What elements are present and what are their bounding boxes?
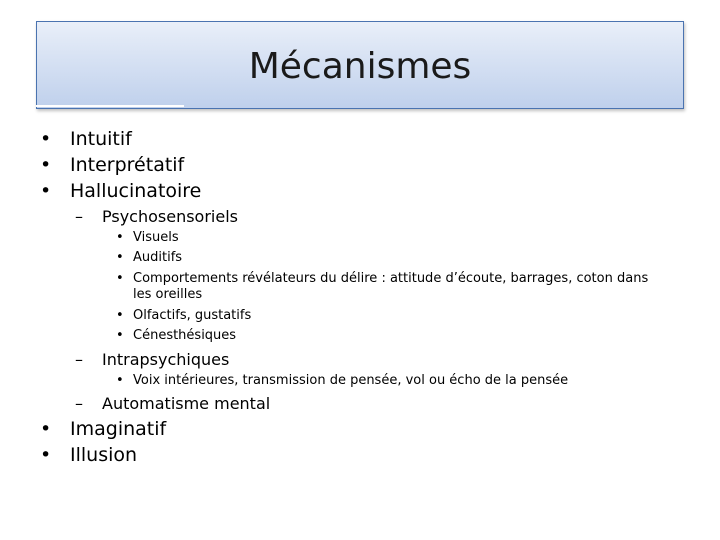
list-item-auditifs	[116, 250, 183, 266]
item-text: Comportements révélateurs du délire : attitude d’écoute, barrages, coton dans	[133, 271, 649, 286]
slide-title: Mécanismes	[248, 46, 472, 87]
item-text: les oreilles	[133, 287, 203, 302]
list-item-cenesthesiques	[116, 328, 237, 344]
bullet: •	[116, 250, 124, 265]
list-item-intuitif	[40, 128, 132, 150]
item-text: Illusion	[70, 444, 138, 466]
item-text: Intrapsychiques	[102, 350, 230, 369]
bullet: •	[116, 308, 124, 323]
bullet: •	[40, 444, 52, 466]
bullet: •	[40, 180, 52, 202]
list-item-hallucinatoire	[40, 180, 202, 202]
dash-bullet: –	[75, 394, 83, 413]
item-text: Intuitif	[70, 128, 132, 150]
list-item-comportements	[116, 271, 649, 287]
list-item-imaginatif	[40, 418, 167, 440]
list-item-voix	[116, 373, 569, 389]
item-text: Olfactifs, gustatifs	[133, 308, 252, 323]
item-text: Hallucinatoire	[70, 180, 202, 202]
item-text: Interprétatif	[70, 154, 185, 176]
dash-bullet: –	[75, 207, 83, 226]
item-text: Psychosensoriels	[102, 207, 238, 226]
bullet: •	[40, 154, 52, 176]
item-text: Automatisme mental	[102, 394, 271, 413]
title-underline	[36, 105, 184, 107]
item-text: Voix intérieures, transmission de pensée, vol ou écho de la pensée	[133, 373, 569, 388]
list-item-psychosensoriels	[75, 207, 238, 226]
list-item-intrapsychiques	[75, 350, 230, 369]
item-text: Imaginatif	[70, 418, 167, 440]
item-text: Auditifs	[133, 250, 183, 265]
bullet: •	[116, 271, 124, 286]
list-item-interpretatif	[40, 154, 185, 176]
list-item-automatisme	[75, 394, 271, 413]
bullet: •	[40, 418, 52, 440]
list-item-illusion	[40, 444, 138, 466]
bullet: •	[116, 328, 124, 343]
item-text: Visuels	[133, 230, 179, 245]
dash-bullet: –	[75, 350, 83, 369]
list-item-olfactifs	[116, 308, 252, 324]
list-item-comportements-cont	[133, 287, 202, 303]
item-text: Cénesthésiques	[133, 328, 237, 343]
bullet: •	[116, 230, 124, 245]
bullet: •	[116, 373, 124, 388]
list-item-visuels	[116, 230, 179, 246]
bullet: •	[40, 128, 52, 150]
